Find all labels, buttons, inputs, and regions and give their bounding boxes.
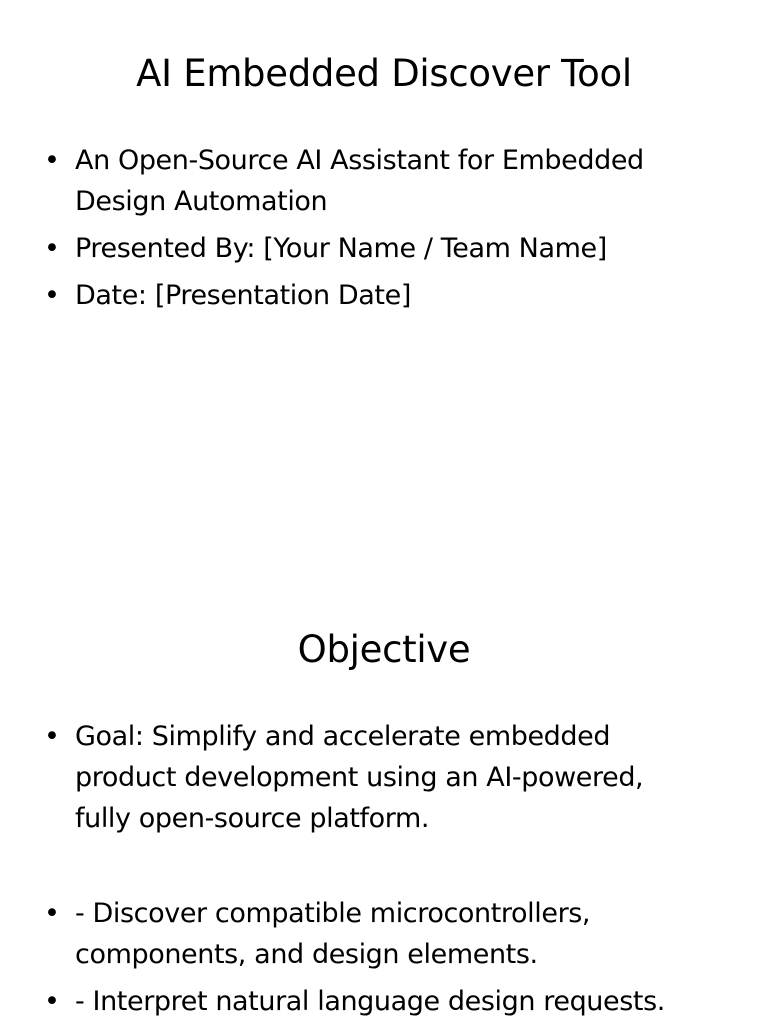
bullet-item: [0, 893, 700, 975]
bullet-dot-icon: •: [44, 145, 60, 176]
bullet-text: - Interpret natural language design requests.: [75, 986, 665, 1017]
bullet-text: Presented By: [Your Name / Team Name]: [75, 233, 607, 264]
bullet-dot-icon: •: [44, 233, 60, 264]
bullet-dot-icon: •: [44, 721, 60, 752]
bullet-text: Goal: Simplify and accelerate embedded product development using an AI-powered, fully open-source platform.: [75, 721, 644, 834]
slide-title: AI Embedded Discover Tool: [136, 52, 632, 95]
bullet-dot-icon: •: [44, 986, 60, 1017]
bullet-text: An Open-Source AI Assistant for Embedded Design Automation: [75, 145, 644, 217]
bullet-text: Date: [Presentation Date]: [75, 280, 411, 311]
slide-objective: [0, 600, 768, 1024]
bullet-item: [0, 981, 700, 1022]
bullet-item: [0, 140, 700, 222]
bullet-text: - Discover compatible microcontrollers, components, and design elements.: [75, 898, 591, 970]
bullet-dot-icon: •: [44, 280, 60, 311]
bullet-list: [0, 716, 700, 1022]
slide-title: Objective: [297, 628, 471, 671]
bullet-item: [0, 275, 700, 316]
bullet-item: [0, 716, 700, 839]
bullet-list: [0, 140, 700, 316]
bullet-item: [0, 228, 700, 269]
bullet-dot-icon: •: [44, 898, 60, 929]
